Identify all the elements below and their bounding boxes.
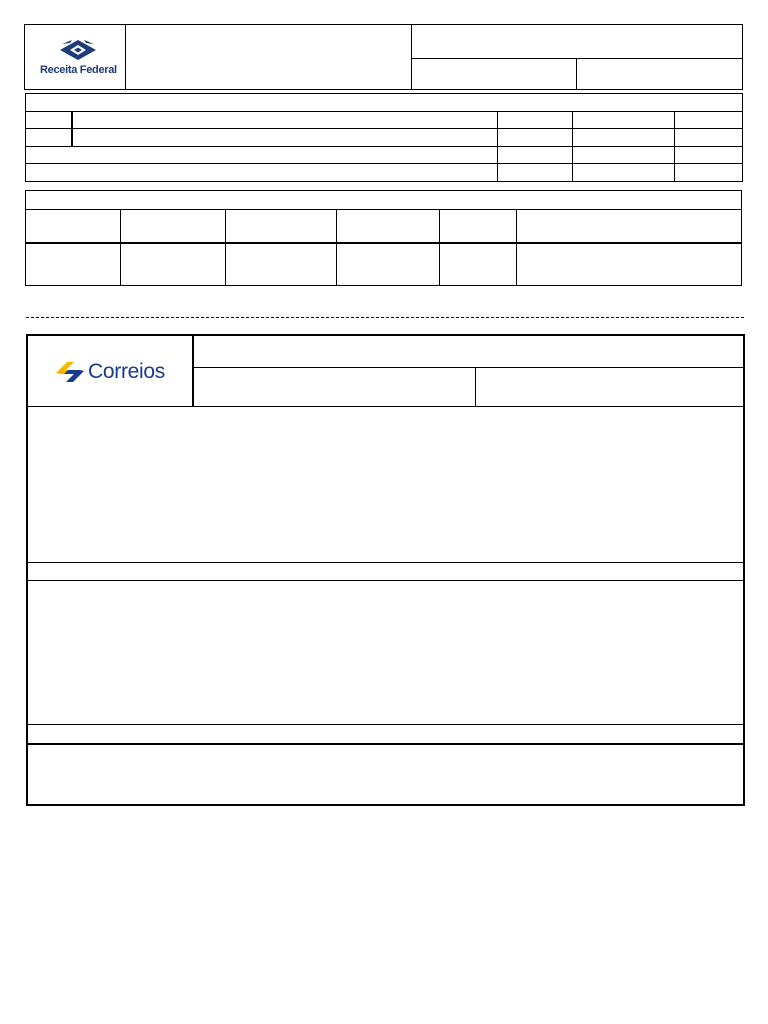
correios-arrows-icon (54, 360, 86, 384)
receita-federal-emblem-icon (56, 38, 100, 66)
correios-logo-text: Correios (88, 360, 165, 383)
cut-line (26, 317, 744, 318)
receita-federal-logo-text: Receita Federal (40, 64, 117, 76)
